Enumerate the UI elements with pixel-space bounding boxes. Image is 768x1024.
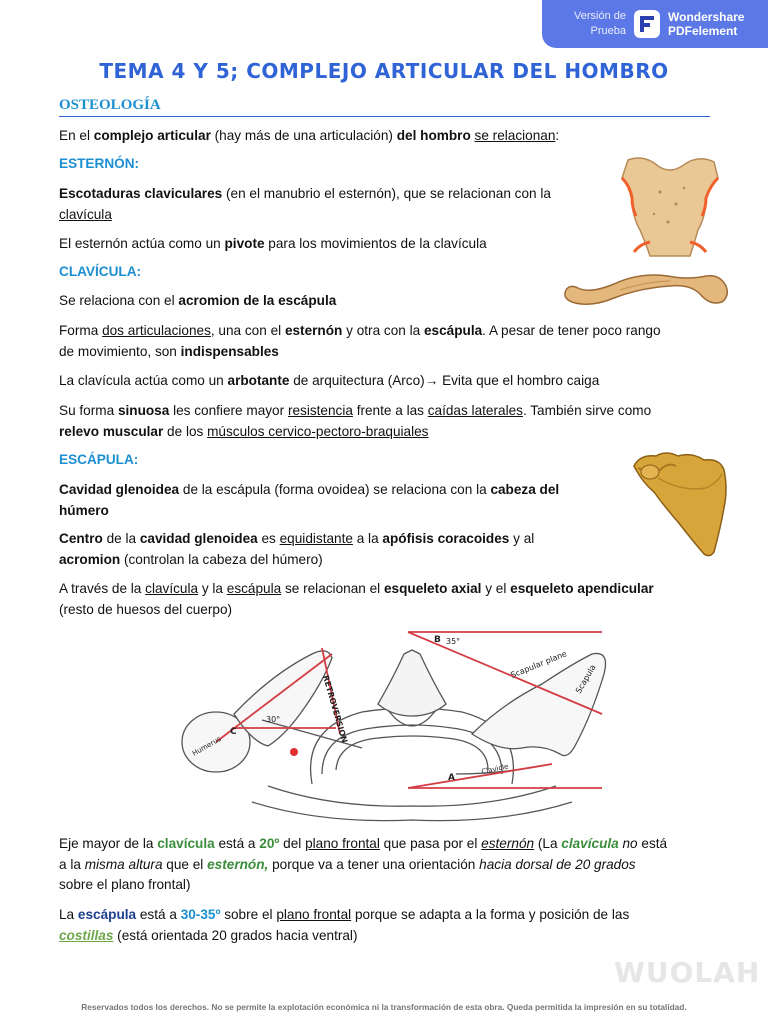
clavicle-bone-image <box>560 268 732 316</box>
clavicula-paragraph-2: Forma dos articulaciones, una con el esternón y otra con la escápula. A pesar de tener poco rango de movimiento, son indispensables <box>59 323 661 359</box>
brand-name <box>668 10 744 38</box>
escapula-orientacion-paragraph: La escápula está a 30-35º sobre el plano frontal porque se adapta a la forma y posición de las costillas (está orientada 20 grados hacia ventral) <box>59 907 630 943</box>
trial-line-1: Versión de <box>574 10 626 22</box>
svg-text:30°: 30° <box>266 715 281 724</box>
heading-clavicula: CLAVÍCULA: <box>59 264 142 279</box>
pdfelement-trial-banner[interactable] <box>542 0 768 48</box>
brand-line-1: Wondershare <box>668 10 745 24</box>
svg-text:A: A <box>448 773 455 783</box>
escapula-paragraph-3: A través de la clavícula y la escápula se relacionan el esqueleto axial y el esqueleto apendicular (resto de huesos del cuerpo) <box>59 581 654 617</box>
wuolah-watermark: WUOLAH <box>614 956 761 989</box>
svg-text:Scapula: Scapula <box>573 663 598 695</box>
svg-text:Scapular plane: Scapular plane <box>509 649 569 680</box>
clavicula-paragraph-4: Su forma sinuosa les confiere mayor resistencia frente a las caídas laterales. También sirve como relevo muscular de los músculos cervico-pectoro-braquiales <box>59 403 652 439</box>
section-osteologia <box>59 96 710 117</box>
copyright-footer: Reservados todos los derechos. No se permite la explotación económica ni la transformación de esta obra. Queda permitida la impresión en su totalidad. <box>81 1002 687 1012</box>
sternum-manubrium-image <box>614 152 726 260</box>
eje-clavicula-paragraph: Eje mayor de la clavícula está a 20º del plano frontal que pasa por el esternón (La clavícula no está a la misma altura que el esternón, porque va a tener una orientación hacia dorsal de 20 grados sobre el plano frontal) <box>59 836 668 892</box>
osteologia-heading: OSTEOLOGÍA <box>59 97 161 113</box>
svg-text:35°: 35° <box>446 637 461 646</box>
trial-line-2: Prueba <box>590 25 626 37</box>
svg-text:RETROVERSION: RETROVERSION <box>320 674 349 744</box>
svg-text:C: C <box>230 727 237 737</box>
arrow-right-icon: → <box>424 373 439 388</box>
esternon-paragraph-1: Escotaduras claviculares (en el manubrio el esternón), que se relacionan con la clavícula <box>59 186 551 222</box>
pdfelement-logo-icon <box>634 10 660 38</box>
escapula-paragraph-1: Cavidad glenoidea de la escápula (forma ovoidea) se relaciona con la cabeza del húmero <box>59 482 560 518</box>
svg-text:Clavicle: Clavicle <box>480 762 510 776</box>
svg-text:Humerus: Humerus <box>191 734 223 758</box>
scapula-bone-image <box>630 448 730 560</box>
trial-label <box>556 9 626 39</box>
clavicula-paragraph-1: Se relaciona con el acromion de la escápula <box>59 293 337 308</box>
svg-text:B: B <box>434 635 441 645</box>
heading-escapula: ESCÁPULA: <box>59 452 139 467</box>
clavicula-paragraph-3: La clavícula actúa como un arbotante de arquitectura (Arco)→ Evita que el hombro caiga <box>59 373 600 388</box>
document-title: TEMA 4 Y 5; COMPLEJO ARTICULAR DEL HOMBRO <box>99 59 669 83</box>
esternon-paragraph-2: El esternón actúa como un pivote para los movimientos de la clavícula <box>59 236 487 251</box>
brand-line-2: PDFelement <box>668 24 738 38</box>
escapula-paragraph-2: Centro de la cavidad glenoidea es equidistante a la apófisis coracoides y al acromion (controlan la cabeza del húmero) <box>59 531 535 567</box>
heading-esternon: ESTERNÓN: <box>59 156 140 171</box>
shoulder-girdle-diagram <box>172 624 634 824</box>
intro-paragraph: En el complejo articular (hay más de una articulación) del hombro se relacionan: <box>59 128 560 143</box>
